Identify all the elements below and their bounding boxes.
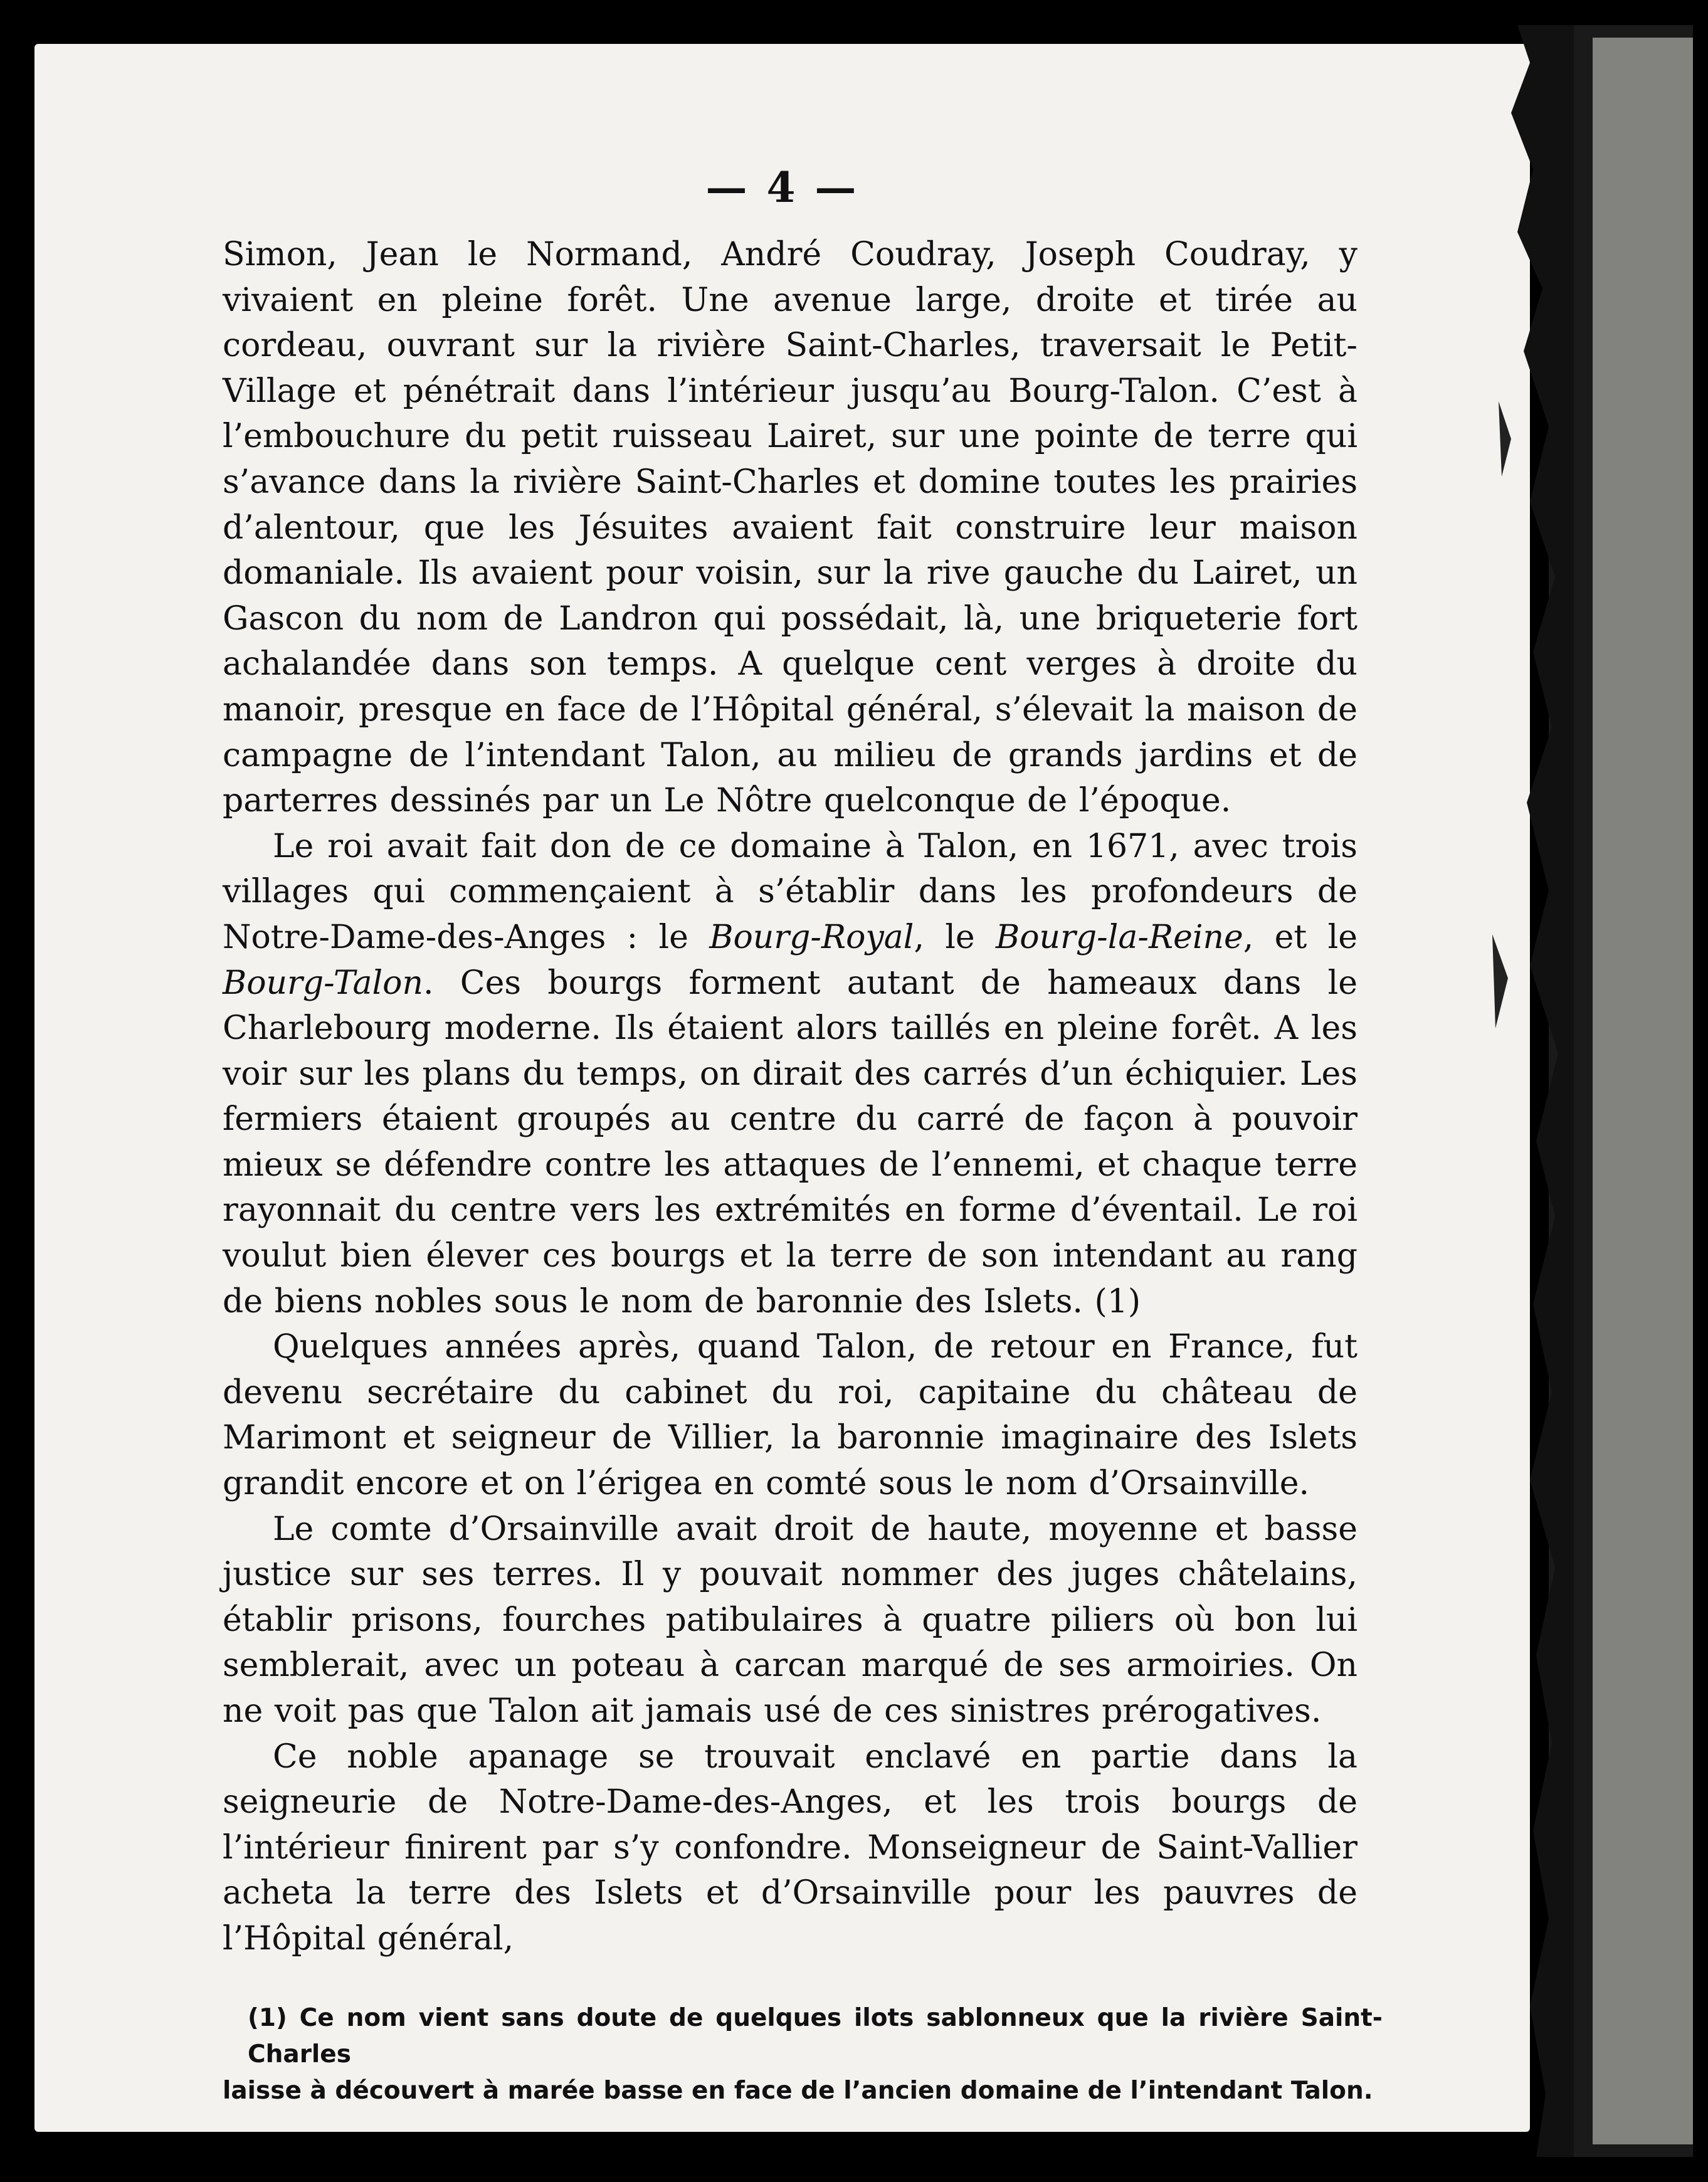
torn-page-edge xyxy=(1473,25,1574,2157)
page-number: — 4 — xyxy=(705,163,859,212)
paragraph-3 xyxy=(223,1324,1357,1506)
text-run: Ce noble apanage se trouvait enclavé en partie dans la seigneurie de Notre-Dame-des-Anges, et les trois bourgs de l’intérieur finirent par s’y confondre. Monseigneur de Saint-Vallier acheta la terre des Islets et d’Orsainville pour les pauvres de l’Hôpital général, xyxy=(223,1737,1357,1958)
text-run: Le roi avait fait don de ce domaine à Talon, en 1671, avec trois villages qui commençaient à s’établir dans les profondeurs de Notre-Dame-des-Anges : le xyxy=(223,827,1357,956)
paragraph-1 xyxy=(223,232,1357,824)
text-run: , et le xyxy=(1243,918,1357,956)
text-run: , le xyxy=(914,918,996,956)
italic-text: Bourg-la-Reine xyxy=(996,918,1243,956)
text-run: . Ces bourgs forment autant de hameaux dans le Charlebourg moderne. Ils étaient alors taillés en pleine forêt. A les voir sur les plans du temps, on dirait des carrés d’un échiquier. Les fermiers étaient groupés au centre du carré de façon à pouvoir mieux se défendre contre les attaques de l’ennemi, et chaque terre rayonnait du centre vers les extrémités en forme d’éventail. Le roi voulut bien élever ces bourgs et la terre de son intendant au rang de biens nobles sous le nom de baronnie des Islets. (1) xyxy=(223,964,1357,1320)
text-run: Quelques années après, quand Talon, de retour en France, fut devenu secrétaire du cabinet du roi, capitaine du château de Marimont et seigneur de Villier, la baronnie imaginaire des Islets grandit encore et on l’érigea en comté sous le nom d’Orsainville. xyxy=(223,1328,1357,1503)
footnote xyxy=(223,2000,1383,2109)
text-run: Le comte d’Orsainville avait droit de haute, moyenne et basse justice sur ses terres. Il y pouvait nommer des juges châtelains, établir prisons, fourches patibulaires à quatre piliers où bon lui semblerait, avec un poteau à carcan marqué de ses armoiries. On ne voit pas que Talon ait jamais usé de ces sinistres prérogatives. xyxy=(223,1510,1357,1730)
footnote-line-1: (1) Ce nom vient sans doute de quelques ilots sablonneux que la rivière Saint-Charles xyxy=(248,2004,1383,2069)
italic-text: Bourg-Talon xyxy=(223,964,423,1002)
document-page xyxy=(34,44,1530,2132)
paragraph-4 xyxy=(223,1507,1357,1734)
italic-text: Bourg-Royal xyxy=(709,918,914,956)
paragraph-2 xyxy=(223,824,1357,1325)
footnote-line-2: laisse à découvert à marée basse en face de l’ancien domaine de l’intendant Talon. xyxy=(223,2077,1373,2105)
body-text xyxy=(223,232,1357,1962)
paragraph-5 xyxy=(223,1734,1357,1962)
text-run: Simon, Jean le Normand, André Coudray, Joseph Coudray, y vivaient en pleine forêt. Une avenue large, droite et tirée au cordeau, ouvrant sur la rivière Saint-Charles, traversait le Petit-Village et pénétrait dans l’intérieur jusqu’au Bourg-Talon. C’est à l’embouchure du petit ruisseau Lairet, sur une pointe de terre qui s’avance dans la rivière Saint-Charles et domine toutes les prairies d’alentour, que les Jésuites avaient fait construire leur maison domaniale. Ils avaient pour voisin, sur la rive gauche du Lairet, un Gascon du nom de Landron qui possédait, là, une briqueterie fort achalandée dans son temps. A quelque cent verges à droite du manoir, presque en face de l’Hôpital général, s’élevait la maison de campagne de l’intendant Talon, au milieu de grands jardins et de parterres dessinés par un Le Nôtre quelconque de l’époque. xyxy=(223,236,1357,820)
scan-edge-strip xyxy=(1593,38,1693,2144)
